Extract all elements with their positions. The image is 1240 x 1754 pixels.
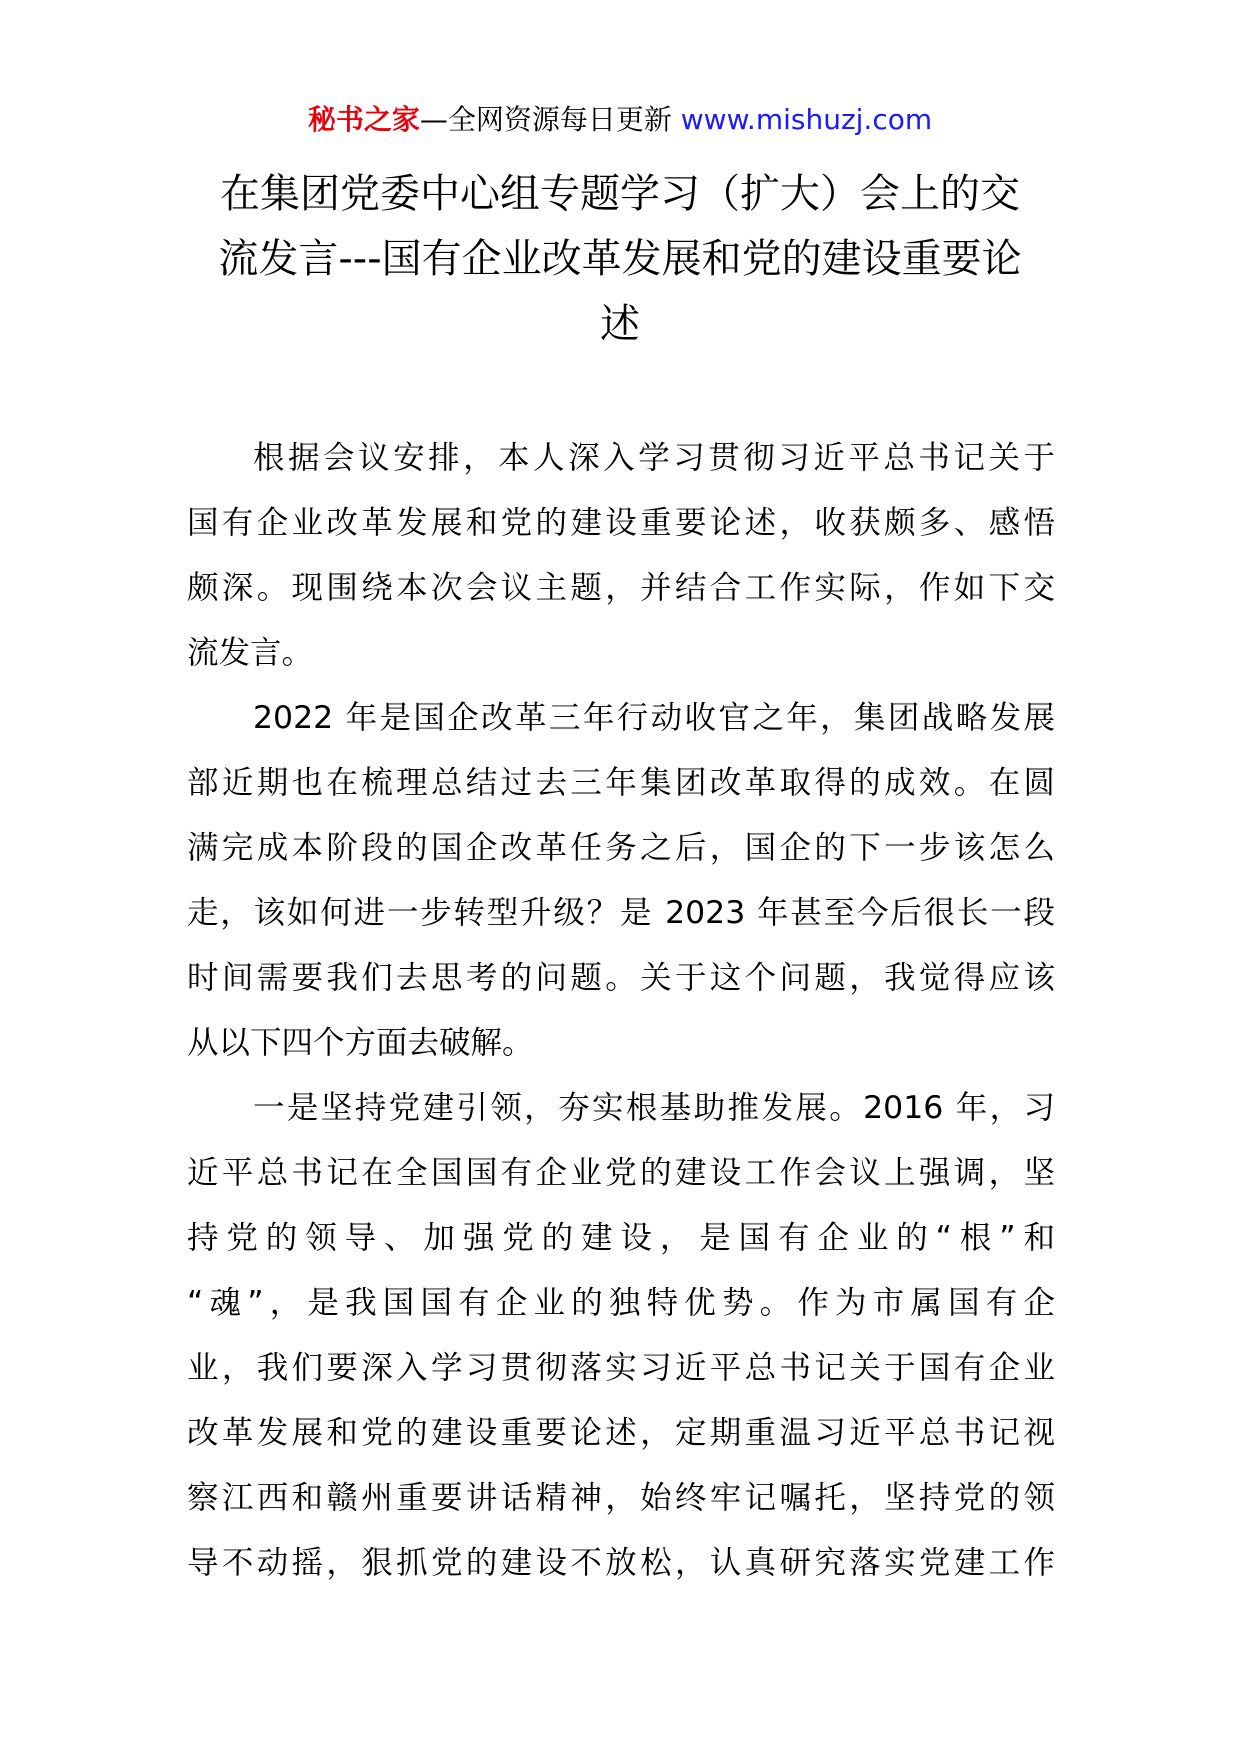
document-body	[187, 426, 1055, 1596]
site-header	[0, 100, 1240, 140]
paragraph-2022	[187, 686, 1055, 1076]
site-url-link[interactable]: www.mishuzj.com	[680, 103, 933, 136]
title-line: 流发言---国有企业改革发展和党的建设重要论	[218, 236, 1022, 282]
text-line: 国有企业改革发展和党的建设重要论述，收获颇多、感悟	[187, 505, 1055, 541]
header-tagline: —全网资源每日更新	[419, 103, 681, 136]
text-line: 察江西和赣州重要讲话精神，始终牢记嘱托，坚持党的领	[187, 1480, 1055, 1516]
text-line: 一是坚持党建引领，夯实根基助推发展。2016 年，习	[253, 1090, 1055, 1126]
text-line: 根据会议安排，本人深入学习贯彻习近平总书记关于	[253, 440, 1055, 476]
text-line: 持党的领导、加强党的建设，是国有企业的“根”和	[187, 1220, 1055, 1256]
text-line: 颇深。现围绕本次会议主题，并结合工作实际，作如下交	[187, 570, 1055, 606]
text-line: 导不动摇，狠抓党的建设不放松，认真研究落实党建工作	[187, 1545, 1055, 1581]
title-line: 述	[600, 301, 640, 347]
text-line: 走，该如何进一步转型升级？是 2023 年甚至今后很长一段	[187, 895, 1055, 931]
text-line: 部近期也在梳理总结过去三年集团改革取得的成效。在圆	[187, 765, 1055, 801]
document-title	[180, 162, 1060, 357]
text-line: 业，我们要深入学习贯彻落实习近平总书记关于国有企业	[187, 1350, 1055, 1386]
text-line: 满完成本阶段的国企改革任务之后，国企的下一步该怎么	[187, 830, 1055, 866]
title-line: 在集团党委中心组专题学习（扩大）会上的交	[220, 171, 1020, 217]
text-line: 改革发展和党的建设重要论述，定期重温习近平总书记视	[187, 1415, 1055, 1451]
text-line: 时间需要我们去思考的问题。关于这个问题，我觉得应该	[187, 960, 1055, 996]
text-line: 2022 年是国企改革三年行动收官之年，集团战略发展	[253, 700, 1055, 736]
text-line: 流发言。	[187, 635, 314, 671]
paragraph-intro	[187, 426, 1055, 686]
text-line: 近平总书记在全国国有企业党的建设工作会议上强调，坚	[187, 1155, 1055, 1191]
text-line: 从以下四个方面去破解。	[187, 1025, 534, 1061]
brand-name: 秘书之家	[307, 103, 420, 136]
text-line: “魂”，是我国国有企业的独特优势。作为市属国有企	[187, 1285, 1055, 1321]
paragraph-party-building	[187, 1076, 1055, 1596]
